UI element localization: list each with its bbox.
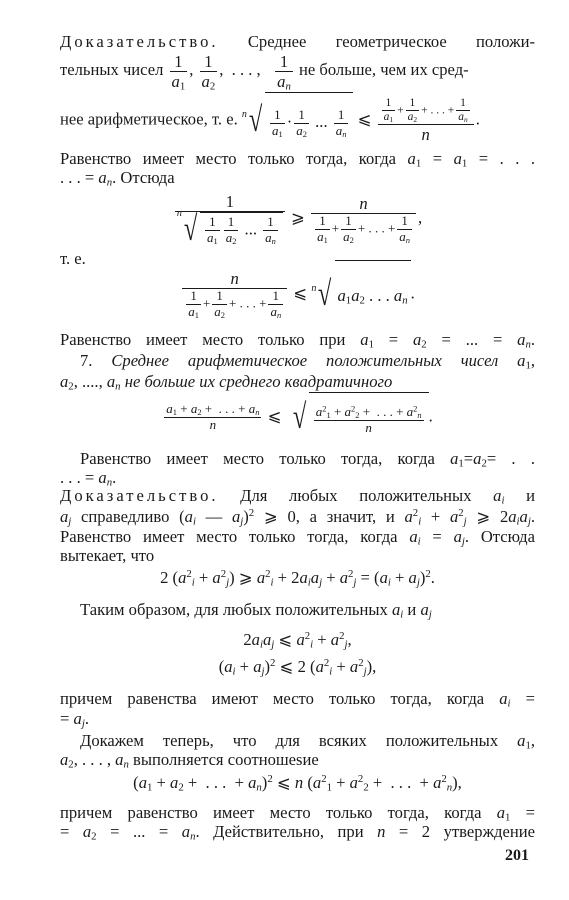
formula-3: $(a_i + a_j)^2$ ⩽ 2 $(a^2_i + a^2_j)$, [218, 657, 377, 678]
text-span: не больше, чем их сред- [299, 60, 469, 79]
proof-heading-line [60, 31, 535, 52]
text-line: . . . = $a_n$. Отсюда [60, 168, 175, 189]
fraction: $\frac{a_1 + a_2 + . . . + a_n}{n}$ [166, 401, 260, 432]
proof-label: Доказательство. [60, 32, 219, 51]
text-span: Равенство имеет место только при [60, 330, 346, 349]
text-span: тельных чисел [60, 60, 164, 79]
proof-heading-line: Доказательство. Для любых положительных $a_i$ и [60, 486, 535, 507]
formula-harmonic-2: n $\frac{1}{a_1}$ + $\frac{1}{a_2}$ + . . . + $\frac{1}{a_n}$ ⩽ n √ $a_1a_2$ . . . $a_n$ . [60, 260, 535, 326]
page-number: 201 [505, 847, 529, 864]
square-root: √ $\frac{a^2_1 + a^2_2 + . . . + a^2_n}{n}$ [286, 392, 429, 443]
nth-root: n √ $\frac{1}{a_1}$ · $\frac{1}{a_2}$ ... $\frac{1}{a_n}$ [242, 92, 354, 149]
text-span: т. е. [60, 249, 86, 268]
fraction: 1 n √ $\frac{1}{a_1}$ $\frac{1}{a_2}$ ... $\frac{1}{a_n}$ [175, 192, 285, 247]
nth-root: n √ $a_1a_2$ . . . $a_n$ [311, 260, 410, 329]
text-line: причем равенство имеет место только тогда, когда $a_1$ = [60, 803, 535, 824]
text-line: причем равенства имеют место только тогда, когда $a_i$ = [60, 689, 535, 710]
fraction: $\frac{1}{a_2}$ [201, 51, 216, 93]
formula-1: 2 $(a^2_i + a^2_j)$ ⩾ $a^2_i + 2a_ia_j + a^2_j = (a_i + a_j)^2$. [160, 568, 435, 589]
text-line: $a_j$ справедливо ($a_i$ — $a_j)^2$ ⩾ 0, а значит, и $a^2_i + a^2_j$ ⩾ $2a_ia_j$. [60, 507, 535, 528]
fraction: $\frac{1}{a_1}$ + $\frac{1}{a_2}$ + . . . + $\frac{1}{a_n}$ n [378, 97, 474, 145]
fraction: $\frac{1}{a_n}$ [277, 51, 291, 93]
text-line: Равенство имеет место только тогда, когда $a_1 = a_1$ = . . . [60, 149, 536, 170]
theorem-line: $a_2$, ...., $a_n$ не больше их среднего квадратичного [60, 372, 393, 393]
proof-label: Доказательство. [60, 486, 219, 505]
formula-geo-arith: нее арифметическое, т. е. n √ $\frac{1}{a_1}$ · $\frac{1}{a_2}$ ... $\frac{1}{a_n}$ ⩽ $\frac{1}{a_1}$ + $\frac{1}{a_2}$ + . . . + $\frac{1}{a_n}$ n . [60, 92, 540, 146]
text-line: $a_2$, . . . , $a_n$ выполняется соотношеsие [60, 750, 319, 771]
theorem-text: не больше их среднего квадратичного [124, 372, 393, 391]
text-span: Равенство имеет место только тогда, когда [80, 449, 435, 468]
theorem-number: 7. [80, 351, 93, 370]
text-line: = $a_2$ = ... = $a_n$. Действительно, при n = 2 утверждение [60, 822, 535, 843]
formula-arith-quad: $\frac{a_1 + a_2 + . . . + a_n}{n}$ ⩽ √ $\frac{a^2_1 + a^2_2 + . . . + a^2_n}{n}$ . [60, 392, 535, 440]
text-line: Равенство имеет место только тогда, когда $a_1=a_2=$ . . [80, 449, 535, 470]
text-span: Отсюда [120, 168, 175, 187]
text-line: Равенство имеет место только тогда, когда $a_i = a_j$. Отсюда [60, 527, 535, 548]
fraction: n $\frac{1}{a_1}$ + $\frac{1}{a_2}$ + . . . + $\frac{1}{a_n}$ [182, 269, 287, 320]
formula-2: $2a_ia_j$ ⩽ $a^2_i + a^2_j$, [243, 630, 352, 651]
text-span: Для любых положительных [240, 486, 472, 505]
formula-harmonic-1: 1 n √ $\frac{1}{a_1}$ $\frac{1}{a_2}$ ... $\frac{1}{a_n}$ ⩾ n $\frac{1}{a_1}$ + $\frac{1}{a_2}$ + . . . + $\frac{1}{a_n}$ , [176, 191, 423, 248]
text-line: . . . = $a_n$. [60, 468, 117, 489]
formula-4: ($a_1 + a_2$ + . . . + $a_n)^2$ ⩽ n ($a^2_1 + a^2_2$ + . . . + $a^2_n$), [133, 773, 462, 794]
fraction: $\frac{1}{a_1}$ [171, 51, 186, 93]
text-line: Докажем теперь, что для всяких положительных $a_1$, [80, 731, 535, 752]
theorem-text: Среднее арифметическое положительных чисел [111, 351, 499, 370]
text-span: Среднее геометрическое положи- [247, 32, 536, 51]
text-line: Равенство имеет место только при $a_1 = a_2$ = ... = $a_n$. [60, 330, 536, 351]
fraction: n $\frac{1}{a_1}$ + $\frac{1}{a_2}$ + . . . + $\frac{1}{a_n}$ [311, 194, 416, 245]
text-line: Таким образом, для любых положительных $a_i$ и $a_j$ [80, 600, 432, 621]
text-line: вытекает, что [60, 546, 155, 565]
theorem-line: 7. Среднее арифметическое положительных чисел $a_1$, [80, 351, 536, 372]
text-line: тельных чисел $\frac{1}{a_1}$ , $\frac{1}{a_2}$ , . . . , $\frac{1}{a_n}$ не больше, чем их сред- [60, 51, 469, 93]
text-span: нее арифметическое, т. е. [60, 109, 238, 129]
text-line: = $a_j$. [60, 709, 89, 730]
text-span: Равенство имеет место только тогда, когда [60, 149, 397, 168]
